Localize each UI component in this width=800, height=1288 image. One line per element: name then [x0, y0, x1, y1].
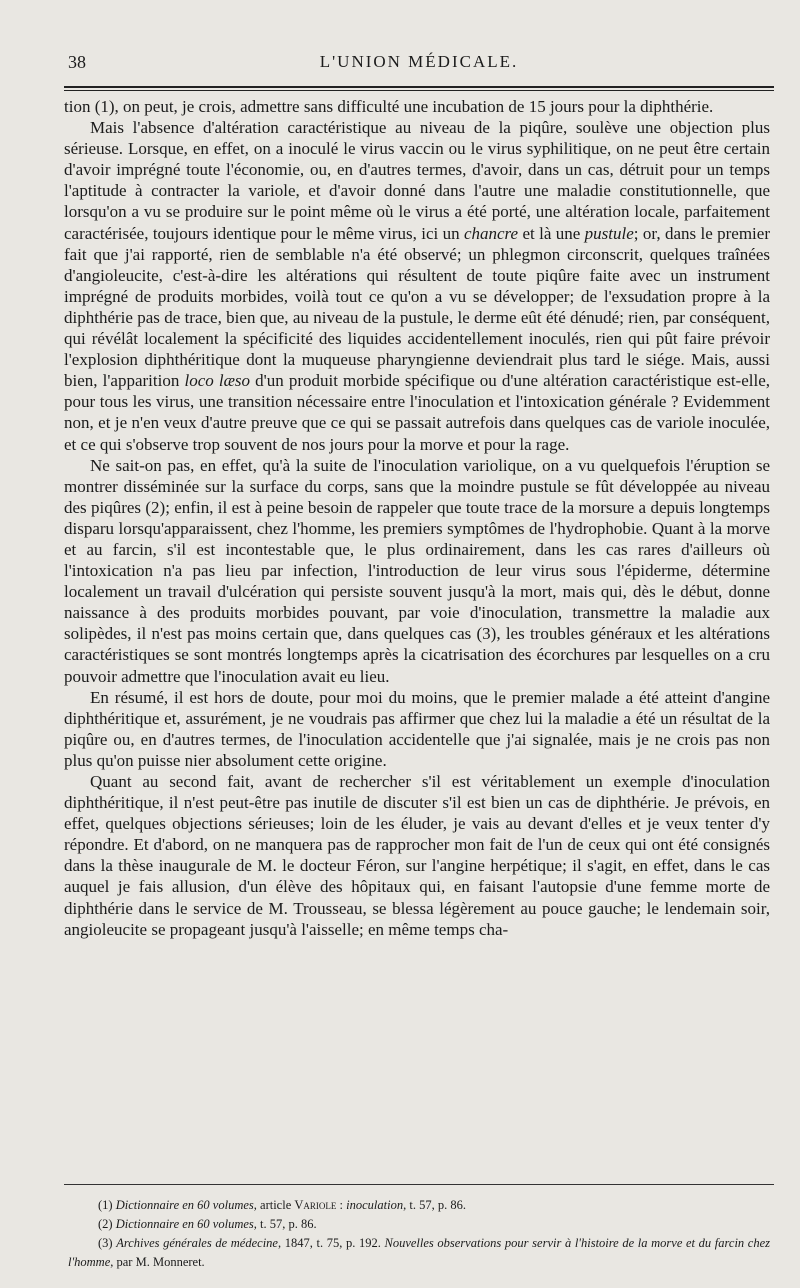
- running-title: L'UNION MÉDICALE.: [319, 52, 519, 71]
- paragraph-5: Quant au second fait, avant de rechercher s'il est véritablement un exemple d'inoculation diphthéritique, il n'est peut-être pas inutile de discuter s'il est bien un cas de diphthérie. Je prévois, en effet, quelques objections sérieuses; loin de les éluder, je vais au devant d'elles et je veux tenter d'y répondre. Et d'abord, on ne manquera pas de rapprocher mon fait de l'un de ceux qui ont été consignés dans la thèse inaugurale de M. le docteur Féron, sur l'angine herpétique; il s'agit, en effet, dans le cas auquel je fais allusion, d'un élève des hôpitaux qui, en faisant l'autopsie d'une femme morte de diphthérie dans le service de M. Trousseau, se blessa légèrement au pouce gauche; le lendemain soir, angioleucite se propageant jusqu'à l'aisselle; en même temps cha-: [64, 772, 770, 939]
- header-rule-thin: [64, 90, 774, 91]
- footnote-1: (1) Dictionnaire en 60 volumes, article Variole : inoculation, t. 57, p. 86.: [98, 1198, 466, 1212]
- paragraph-2: Mais l'absence d'altération caractéristique au niveau de la piqûre, soulève une objection plus sérieuse. Lorsque, en effet, on a inoculé le virus vaccin ou le virus syphilitique, on ne peut être certain d'avoir imprégné toute l'économie, ou, en d'autres termes, d'avoir, dans un cas, détruit pour un temps l'aptitude à contracter la variole, et d'avoir donné dans l'autre une maladie constitutionnelle, que lorsqu'on a vu se produire sur le point même où le virus a été porté, une altération locale, parfaitement caractérisée, toujours identique pour le même virus, ici un chancre et là une pustule; or, dans le premier fait que j'ai rapporté, rien de semblable n'a été observé; un phlegmon circonscrit, quelques traînées d'angioleucite, c'est-à-dire les altérations qui résultent de toute piqûre faite avec un instrument imprégné de produits morbides, voilà tout ce qu'on a vu se développer; de l'exsudation propre à la diphthérie pas de trace, bien que, au niveau de la pustule, le derme eût été dénudé; rien, par conséquent, qui révélât localement la spécificité des liquides accidentellement inoculés, rien qui pût faire prévoir l'explosion diphthéritique dont la muqueuse pharyngienne deviendrait plus tard le siége. Mais, aussi bien, l'apparition loco læso d'un produit morbide spécifique ou d'une altération caractéristique est-elle, pour tous les virus, une transition nécessaire entre l'inoculation et l'intoxication générale ? Evidemment non, et je n'en veux d'autre preuve que ce qui se passait autrefois dans quelques cas de variole inoculée, et ce qui s'observe trop souvent de nos jours pour la morve et pour la rage.: [64, 118, 770, 454]
- footnote-3: (3) Archives générales de médecine, 1847, t. 75, p. 192. Nouvelles observations pour servir à l'histoire de la morve et du farcin chez l'homme, par M. Monneret.: [68, 1236, 771, 1269]
- paragraph-3: Ne sait-on pas, en effet, qu'à la suite de l'inoculation variolique, on a vu quelquefois l'éruption se montrer disséminée sur la surface du corps, sans que la moindre pustule se fût développée au niveau des piqûres (2); enfin, il est à peine besoin de rappeler que toute trace de la morsure a depuis longtemps disparu lorsqu'apparaissent, chez l'homme, les premiers symptômes de l'hydrophobie. Quant à la morve et au farcin, s'il est incontestable que, le plus ordinairement, dans les cas rares d'ailleurs où l'intoxication n'a pas lieu par infection, l'introduction de leur virus sous l'épiderme, détermine localement un travail d'ulcération qui persiste souvent jusqu'à la mort, mais qui, dès le début, donne naissance à des produits morbides pouvant, par voie d'inoculation, transmettre la maladie aux solipèdes, il n'est pas moins certain que, dans quelques cas (3), les troubles généraux et les altérations caractéristiques se sont montrés longtemps après la cicatrisation des écorchures par lesquelles on a cru pouvoir admettre que l'inoculation avait eu lieu.: [64, 455, 770, 686]
- footnote-2: (2) Dictionnaire en 60 volumes, t. 57, p. 86.: [98, 1217, 317, 1231]
- page-number: 38: [68, 52, 86, 72]
- footnotes: [68, 1196, 770, 1272]
- paragraph-1: tion (1), on peut, je crois, admettre sans difficulté une incubation de 15 jours pour la diphthérie.: [64, 97, 714, 116]
- page-header: [68, 46, 770, 72]
- body-text: [64, 96, 770, 940]
- header-rule: [64, 86, 774, 88]
- paragraph-4: En résumé, il est hors de doute, pour moi du moins, que le premier malade a été atteint d'angine diphthéritique et, assurément, je ne voudrais pas affirmer que chez lui la maladie a été un résultat de la piqûre ou, en d'autres termes, de l'inoculation accidentelle que j'ai signalée, mais je ne crois pas non plus qu'on puisse nier absolument cette origine.: [64, 687, 770, 770]
- footnote-rule: [64, 1184, 774, 1185]
